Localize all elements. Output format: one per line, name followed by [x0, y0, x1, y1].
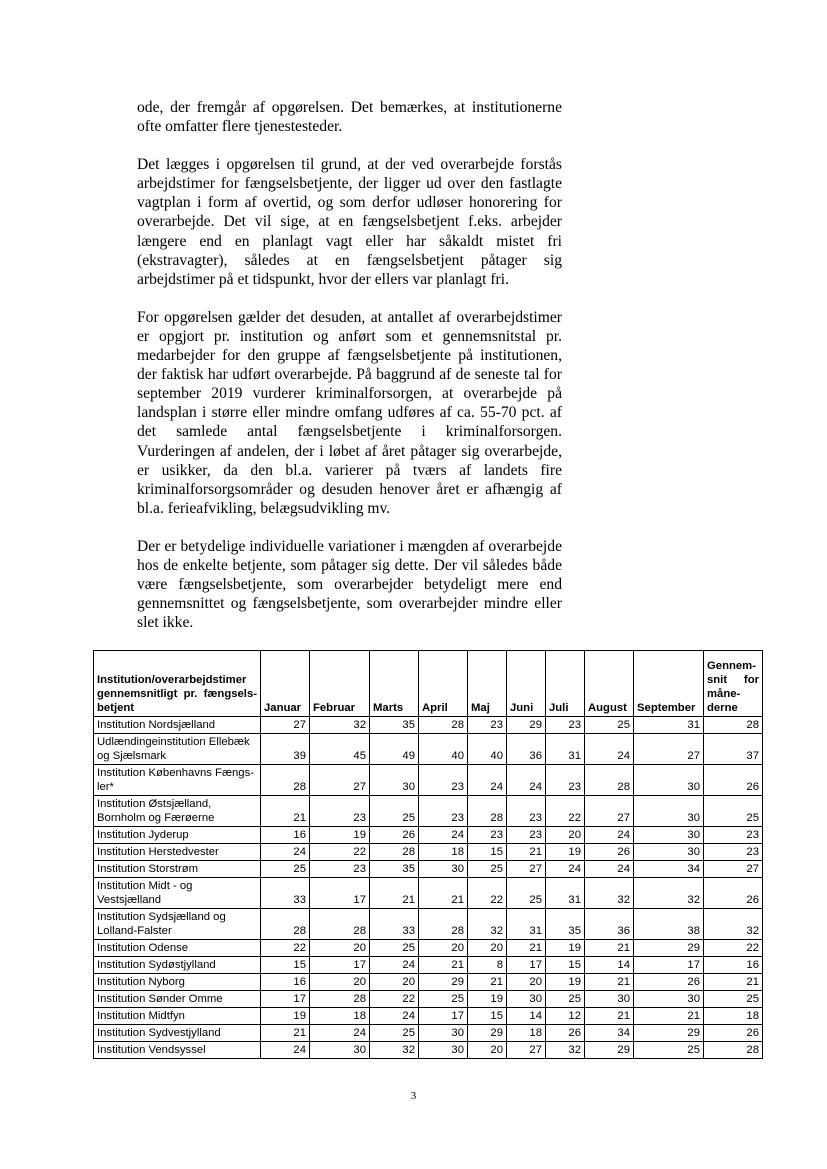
- table-row: [94, 796, 763, 827]
- table-cell: 22: [704, 940, 763, 957]
- table-cell: 26: [704, 765, 763, 796]
- column-header: Maj: [468, 651, 507, 717]
- table-cell: 26: [546, 1025, 585, 1042]
- table-cell: 8: [468, 957, 507, 974]
- table-cell: 29: [468, 1025, 507, 1042]
- table-cell: 21: [585, 974, 634, 991]
- table-cell: 27: [507, 1042, 546, 1059]
- table-cell: 27: [310, 765, 370, 796]
- table-cell: 36: [585, 909, 634, 940]
- table-cell: 15: [468, 1008, 507, 1025]
- page-number: 3: [410, 1090, 417, 1102]
- institution-name: Institution Nyborg: [94, 974, 261, 991]
- table-cell: 15: [546, 957, 585, 974]
- table-cell: 21: [261, 796, 310, 827]
- table-cell: 17: [507, 957, 546, 974]
- table-row: [94, 991, 763, 1008]
- table-cell: 28: [419, 717, 468, 734]
- table-row: [94, 734, 763, 765]
- table-cell: 49: [370, 734, 419, 765]
- column-header: September: [634, 651, 704, 717]
- table-cell: 30: [634, 991, 704, 1008]
- column-header: Juni: [507, 651, 546, 717]
- table-cell: 30: [634, 765, 704, 796]
- table-cell: 17: [310, 878, 370, 909]
- table-cell: 29: [634, 1025, 704, 1042]
- table-cell: 20: [468, 940, 507, 957]
- table-cell: 23: [546, 717, 585, 734]
- table-cell: 16: [261, 974, 310, 991]
- table-cell: 19: [546, 940, 585, 957]
- institution-name: Institution Storstrøm: [94, 861, 261, 878]
- table-cell: 23: [704, 844, 763, 861]
- table-cell: 32: [634, 878, 704, 909]
- table-cell: 26: [704, 878, 763, 909]
- table-cell: 27: [585, 796, 634, 827]
- table-cell: 31: [634, 717, 704, 734]
- table-cell: 40: [468, 734, 507, 765]
- column-header: Marts: [370, 651, 419, 717]
- table-cell: 14: [507, 1008, 546, 1025]
- table-row: [94, 1008, 763, 1025]
- table-cell: 31: [546, 734, 585, 765]
- table-cell: 19: [546, 844, 585, 861]
- table-cell: 45: [310, 734, 370, 765]
- table-cell: 20: [546, 827, 585, 844]
- column-header: Institution/overarbejdstimer gennemsnitligt pr. fængsels-betjent: [94, 651, 261, 717]
- table-cell: 28: [310, 909, 370, 940]
- table-cell: 29: [419, 974, 468, 991]
- table-cell: 23: [310, 861, 370, 878]
- table-cell: 27: [704, 861, 763, 878]
- table-row: [94, 909, 763, 940]
- table-cell: 29: [634, 940, 704, 957]
- table-cell: 17: [419, 1008, 468, 1025]
- table-cell: 24: [585, 734, 634, 765]
- table-cell: 21: [370, 878, 419, 909]
- table-cell: 24: [261, 1042, 310, 1059]
- institution-name: Udlændingeinstitution Ellebæk og Sjælsmark: [94, 734, 261, 765]
- table-cell: 30: [310, 1042, 370, 1059]
- institution-name: Institution Midtfyn: [94, 1008, 261, 1025]
- table-cell: 25: [546, 991, 585, 1008]
- table-cell: 19: [310, 827, 370, 844]
- column-header: April: [419, 651, 468, 717]
- table-cell: 35: [546, 909, 585, 940]
- table-cell: 20: [507, 974, 546, 991]
- table-cell: 34: [634, 861, 704, 878]
- institution-name: Institution Odense: [94, 940, 261, 957]
- table-cell: 30: [370, 765, 419, 796]
- table-cell: 30: [634, 827, 704, 844]
- table-cell: 30: [419, 1042, 468, 1059]
- table-cell: 32: [546, 1042, 585, 1059]
- table-cell: 31: [507, 909, 546, 940]
- table-cell: 23: [704, 827, 763, 844]
- table-cell: 28: [261, 909, 310, 940]
- institution-name: Institution Københavns Fængs-ler*: [94, 765, 261, 796]
- table-cell: 33: [370, 909, 419, 940]
- table-cell: 32: [468, 909, 507, 940]
- table-cell: 25: [370, 940, 419, 957]
- table-row: [94, 844, 763, 861]
- table-cell: 21: [261, 1025, 310, 1042]
- table-cell: 28: [310, 991, 370, 1008]
- table-cell: 12: [546, 1008, 585, 1025]
- table-cell: 23: [546, 765, 585, 796]
- table-cell: 21: [468, 974, 507, 991]
- table-cell: 28: [261, 765, 310, 796]
- table-cell: 20: [419, 940, 468, 957]
- table-cell: 25: [261, 861, 310, 878]
- table-cell: 23: [468, 827, 507, 844]
- table-row: [94, 827, 763, 844]
- paragraph: For opgørelsen gælder det desuden, at antallet af overarbejdstimer er opgjort pr. institution og anført som et gennemsnitstal pr. medarbejder for den gruppe af fængselsbetjente på institutionen, der faktisk har udført overarbejde. På baggrund af de seneste tal for september 2019 vurderer kriminalforsorgen, at overarbejde på landsplan i større eller mindre omfang udføres af ca. 55-70 pct. af det samlede antal fængselsbetjente i kriminalforsorgen. Vurderingen af andelen, der i løbet af året påtager sig overarbejde, er usikker, da den bl.a. varierer på tværs af landets fire kriminalforsorgsområder og desuden henover året er afhængig af bl.a. ferieafvikling, belægsudvikling mv.: [137, 308, 562, 517]
- column-header: Gennem-snit for måne-derne: [704, 651, 763, 717]
- table-cell: 23: [419, 796, 468, 827]
- table-cell: 20: [310, 974, 370, 991]
- institution-name: Institution Sydsjælland og Lolland-Falster: [94, 909, 261, 940]
- table-cell: 27: [261, 717, 310, 734]
- table-row: [94, 940, 763, 957]
- table-cell: 28: [370, 844, 419, 861]
- table-cell: 20: [468, 1042, 507, 1059]
- table-cell: 24: [507, 765, 546, 796]
- table-cell: 30: [507, 991, 546, 1008]
- table-cell: 32: [585, 878, 634, 909]
- table-row: [94, 1042, 763, 1059]
- table-row: [94, 861, 763, 878]
- table-cell: 24: [261, 844, 310, 861]
- table-cell: 21: [507, 844, 546, 861]
- institution-name: Institution Nordsjælland: [94, 717, 261, 734]
- table-cell: 25: [704, 991, 763, 1008]
- table-cell: 25: [370, 796, 419, 827]
- table-body: [94, 717, 763, 1059]
- column-header: Januar: [261, 651, 310, 717]
- institution-name: Institution Sydøstjylland: [94, 957, 261, 974]
- table-cell: 36: [507, 734, 546, 765]
- table-cell: 23: [310, 796, 370, 827]
- table-cell: 26: [585, 844, 634, 861]
- table-cell: 35: [370, 861, 419, 878]
- table-cell: 26: [704, 1025, 763, 1042]
- table-cell: 28: [585, 765, 634, 796]
- table-row: [94, 957, 763, 974]
- table-cell: 28: [704, 1042, 763, 1059]
- table-cell: 35: [370, 717, 419, 734]
- institution-name: Institution Østsjælland, Bornholm og Færøerne: [94, 796, 261, 827]
- table-cell: 33: [261, 878, 310, 909]
- table-cell: 24: [546, 861, 585, 878]
- table-cell: 21: [634, 1008, 704, 1025]
- table-cell: 27: [507, 861, 546, 878]
- table-cell: 17: [310, 957, 370, 974]
- overtime-table: [93, 650, 763, 1059]
- table-cell: 15: [261, 957, 310, 974]
- table-cell: 19: [468, 991, 507, 1008]
- table-cell: 30: [634, 844, 704, 861]
- table-cell: 26: [370, 827, 419, 844]
- table-cell: 18: [507, 1025, 546, 1042]
- institution-name: Institution Midt - og Vestsjælland: [94, 878, 261, 909]
- table-cell: 31: [546, 878, 585, 909]
- table-cell: 16: [704, 957, 763, 974]
- paragraph: Det lægges i opgørelsen til grund, at der ved overarbejde forstås arbejdstimer for fængselsbetjente, der ligger ud over den fastlagte vagtplan i form af overtid, og som derfor udløser honorering for overarbejde. Det vil sige, at en fængselsbetjent f.eks. arbejder længere end en planlagt vagt eller har såkaldt mistet fri (ekstravagter), således at en fængselsbetjent påtager sig arbejdstimer på et tidspunkt, hvor der ellers var planlagt fri.: [137, 156, 562, 288]
- paragraph: ode, der fremgår af opgørelsen. Det bemærkes, at institutionerne ofte omfatter flere tjenestesteder.: [137, 99, 562, 136]
- table-cell: 21: [585, 940, 634, 957]
- table-cell: 37: [704, 734, 763, 765]
- table-cell: 34: [585, 1025, 634, 1042]
- table-cell: 28: [419, 909, 468, 940]
- table-cell: 32: [370, 1042, 419, 1059]
- table-cell: 38: [634, 909, 704, 940]
- table-row: [94, 1025, 763, 1042]
- table-cell: 22: [310, 844, 370, 861]
- table-cell: 30: [419, 1025, 468, 1042]
- table-cell: 30: [634, 796, 704, 827]
- table-row: [94, 878, 763, 909]
- institution-name: Institution Vendsyssel: [94, 1042, 261, 1059]
- table-cell: 15: [468, 844, 507, 861]
- institution-name: Institution Herstedvester: [94, 844, 261, 861]
- table-cell: 22: [261, 940, 310, 957]
- institution-name: Institution Jyderup: [94, 827, 261, 844]
- table-cell: 24: [370, 1008, 419, 1025]
- table-cell: 26: [634, 974, 704, 991]
- table-cell: 25: [468, 861, 507, 878]
- column-header: Juli: [546, 651, 585, 717]
- table-cell: 25: [419, 991, 468, 1008]
- table-cell: 14: [585, 957, 634, 974]
- table-cell: 28: [468, 796, 507, 827]
- table-cell: 22: [468, 878, 507, 909]
- paragraph: Der er betydelige individuelle variationer i mængden af overarbejde hos de enkelte betjente, som påtager sig dette. Der vil således både være fængselsbetjente, som overarbejder betydeligt mere end gennemsnittet og fængselsbetjente, som overarbejder mindre eller slet ikke.: [137, 537, 562, 632]
- table-cell: 25: [585, 717, 634, 734]
- table-cell: 21: [704, 974, 763, 991]
- table-cell: 23: [507, 827, 546, 844]
- table-cell: 40: [419, 734, 468, 765]
- table-cell: 17: [634, 957, 704, 974]
- table-row: [94, 765, 763, 796]
- table-cell: 32: [310, 717, 370, 734]
- column-header: August: [585, 651, 634, 717]
- table-row: [94, 974, 763, 991]
- table-cell: 24: [585, 861, 634, 878]
- table-cell: 25: [704, 796, 763, 827]
- table-cell: 28: [704, 717, 763, 734]
- table-cell: 22: [546, 796, 585, 827]
- table-cell: 30: [419, 861, 468, 878]
- table-cell: 23: [507, 796, 546, 827]
- institution-name: Institution Sønder Omme: [94, 991, 261, 1008]
- table-cell: 29: [507, 717, 546, 734]
- table-cell: 27: [634, 734, 704, 765]
- table-cell: 24: [468, 765, 507, 796]
- body-text: [137, 98, 562, 651]
- table-cell: 25: [634, 1042, 704, 1059]
- table-cell: 25: [370, 1025, 419, 1042]
- table-header-row: [94, 651, 763, 717]
- table-cell: 25: [507, 878, 546, 909]
- table-cell: 23: [468, 717, 507, 734]
- table-cell: 23: [419, 765, 468, 796]
- table-cell: 21: [507, 940, 546, 957]
- table-cell: 21: [419, 878, 468, 909]
- table-cell: 30: [585, 991, 634, 1008]
- table-cell: 20: [370, 974, 419, 991]
- table-cell: 20: [310, 940, 370, 957]
- table-cell: 24: [419, 827, 468, 844]
- table-cell: 18: [704, 1008, 763, 1025]
- table-cell: 32: [704, 909, 763, 940]
- table-cell: 17: [261, 991, 310, 1008]
- table-cell: 21: [585, 1008, 634, 1025]
- table-cell: 21: [419, 957, 468, 974]
- column-header: Februar: [310, 651, 370, 717]
- table-cell: 18: [419, 844, 468, 861]
- table-row: [94, 717, 763, 734]
- table-cell: 24: [370, 957, 419, 974]
- table-cell: 24: [310, 1025, 370, 1042]
- table-cell: 19: [546, 974, 585, 991]
- table-cell: 39: [261, 734, 310, 765]
- table-cell: 16: [261, 827, 310, 844]
- table-cell: 29: [585, 1042, 634, 1059]
- institution-name: Institution Sydvestjylland: [94, 1025, 261, 1042]
- table-cell: 19: [261, 1008, 310, 1025]
- table-cell: 22: [370, 991, 419, 1008]
- table-cell: 18: [310, 1008, 370, 1025]
- table-cell: 24: [585, 827, 634, 844]
